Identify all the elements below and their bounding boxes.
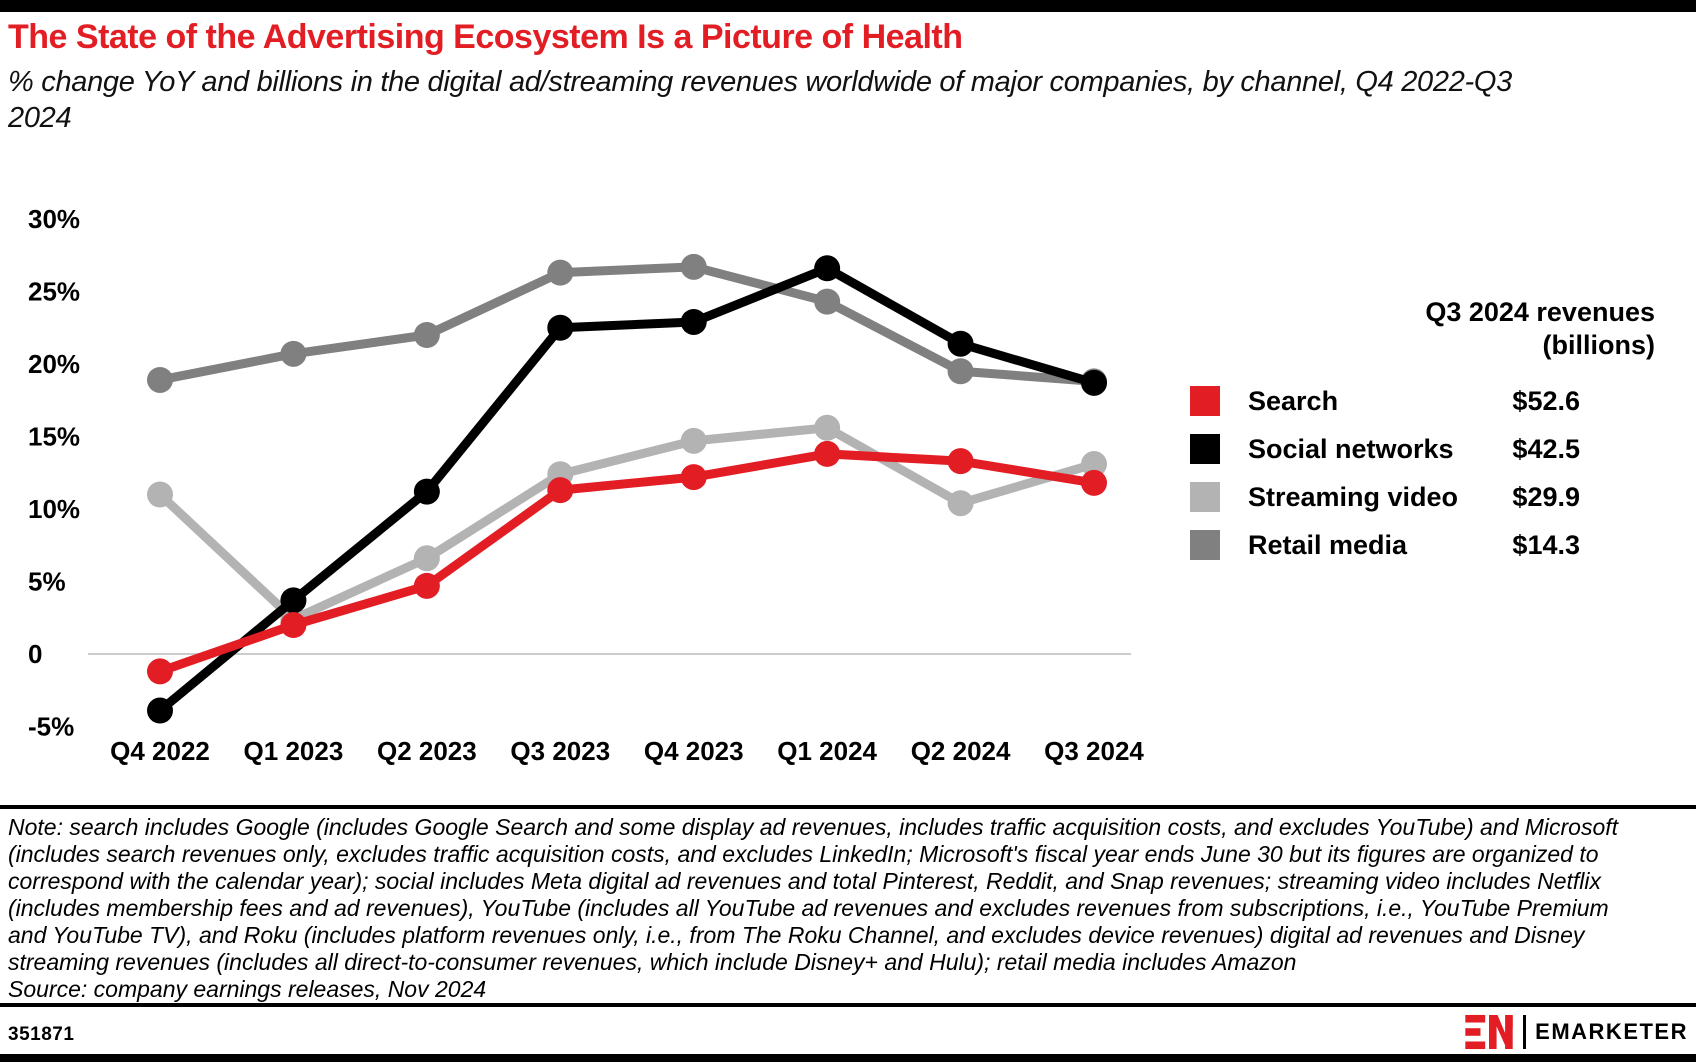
- data-point-streaming-video: [681, 428, 707, 454]
- brand-divider: [1523, 1015, 1526, 1049]
- legend-row: [1190, 530, 1670, 560]
- chart-subtitle: % change YoY and billions in the digital ad/streaming revenues worldwide of major companies, by channel, Q4 2022-Q3 2024: [8, 66, 1512, 134]
- data-point-social-networks: [414, 479, 440, 505]
- data-point-streaming-video: [948, 490, 974, 516]
- chart-title: The State of the Advertising Ecosystem Is a Picture of Health: [8, 18, 963, 56]
- legend-row: [1190, 482, 1670, 512]
- data-point-retail-media: [547, 260, 573, 286]
- line-chart-plot-area: [0, 170, 1160, 810]
- emarketer-brand-lockup: [1465, 1014, 1688, 1050]
- emarketer-logo-mark-icon: [1465, 1014, 1513, 1050]
- data-point-retail-media: [814, 289, 840, 315]
- data-point-social-networks: [147, 698, 173, 724]
- x-axis-tick-label: Q4 2023: [643, 736, 744, 766]
- x-axis-tick-label: Q4 2022: [110, 736, 210, 766]
- data-point-retail-media: [147, 367, 173, 393]
- data-point-social-networks: [547, 315, 573, 341]
- data-point-search: [147, 658, 173, 684]
- data-point-search: [814, 441, 840, 467]
- y-axis-tick-label: 25%: [28, 276, 81, 307]
- chart-legend: [1190, 386, 1670, 578]
- legend-swatch-icon: [1190, 386, 1220, 416]
- y-axis-tick-label: 20%: [28, 349, 81, 379]
- data-point-search: [280, 612, 306, 638]
- bottom-black-bar: [0, 1054, 1696, 1062]
- data-point-social-networks: [948, 331, 974, 357]
- legend-revenue-value: $29.9: [1512, 482, 1580, 512]
- legend-swatch-icon: [1190, 482, 1220, 512]
- data-point-streaming-video: [414, 545, 440, 571]
- data-point-search: [547, 477, 573, 503]
- y-axis-tick-label: 30%: [28, 204, 81, 234]
- legend-label: Retail media: [1248, 530, 1408, 560]
- data-point-search: [414, 573, 440, 599]
- top-black-bar: [0, 0, 1696, 12]
- footnote-block: [8, 814, 1648, 1003]
- data-point-streaming-video: [814, 415, 840, 441]
- legend-swatch-icon: [1190, 434, 1220, 464]
- data-point-retail-media: [681, 254, 707, 280]
- data-point-social-networks: [681, 309, 707, 335]
- data-point-streaming-video: [147, 482, 173, 508]
- legend-label: Streaming video: [1248, 482, 1459, 512]
- x-axis-tick-label: Q2 2024: [910, 736, 1011, 766]
- legend-label: Search: [1248, 386, 1339, 416]
- legend-row: [1190, 434, 1670, 464]
- data-point-search: [1081, 470, 1107, 496]
- data-point-retail-media: [948, 358, 974, 384]
- x-axis-tick-label: Q3 2024: [1044, 736, 1144, 766]
- footnote-text: Note: search includes Google (includes Google Search and some display ad revenues, includes traffic acquisition costs, and excludes YouTube) and Microsoft (includes search revenues only, excludes traffic acquisition costs, and excludes LinkedIn; Microsoft's fiscal year ends June 30 but its figures are organized to correspond with the calendar year); social includes Meta digital ad revenues and total Pinterest, Reddit, and Snap revenues; streaming video includes Netflix (includes membership fees and ad revenues), YouTube (includes all YouTube ad revenues and excludes revenues from subscriptions, i.e., YouTube Premium and YouTube TV), and Roku (includes platform revenues only, i.e., from The Roku Channel, and excludes device revenues) digital ad revenues and Disney streaming revenues (includes all direct-to-consumer revenues, which include Disney+ and Hulu); retail media includes Amazon: [8, 814, 1619, 975]
- data-point-social-networks: [814, 255, 840, 281]
- legend-swatch-icon: [1190, 530, 1220, 560]
- data-point-search: [948, 448, 974, 474]
- data-point-search: [681, 464, 707, 490]
- y-axis-tick-label: 0: [28, 639, 43, 669]
- y-axis-tick-label: -5%: [28, 711, 75, 742]
- legend-row: [1190, 386, 1670, 416]
- footer-divider-rule: [0, 1003, 1696, 1007]
- x-axis-tick-label: Q2 2023: [376, 736, 477, 766]
- data-point-retail-media: [280, 341, 306, 367]
- x-axis-tick-label: Q1 2024: [777, 736, 878, 766]
- source-text: Source: company earnings releases, Nov 2024: [8, 976, 487, 1002]
- data-point-social-networks: [1081, 370, 1107, 396]
- data-point-social-networks: [280, 587, 306, 613]
- legend-revenue-value: $14.3: [1512, 530, 1580, 560]
- y-axis-tick-label: 10%: [28, 494, 81, 524]
- series-line-search: [160, 454, 1094, 672]
- legend-label: Social networks: [1248, 434, 1454, 464]
- y-axis-tick-label: 15%: [28, 421, 81, 452]
- x-axis-tick-label: Q1 2023: [243, 736, 344, 766]
- legend-revenue-value: $42.5: [1512, 434, 1580, 464]
- note-divider-rule: [0, 805, 1696, 809]
- legend-revenue-value: $52.6: [1512, 386, 1580, 416]
- x-axis-tick-label: Q3 2023: [510, 736, 611, 766]
- chart-id-number: 351871: [8, 1024, 75, 1045]
- data-point-retail-media: [414, 322, 440, 348]
- brand-name: EMARKETER: [1535, 1019, 1688, 1044]
- y-axis-tick-label: 5%: [28, 566, 66, 597]
- legend-header: Q3 2024 revenues (billions): [1425, 297, 1655, 360]
